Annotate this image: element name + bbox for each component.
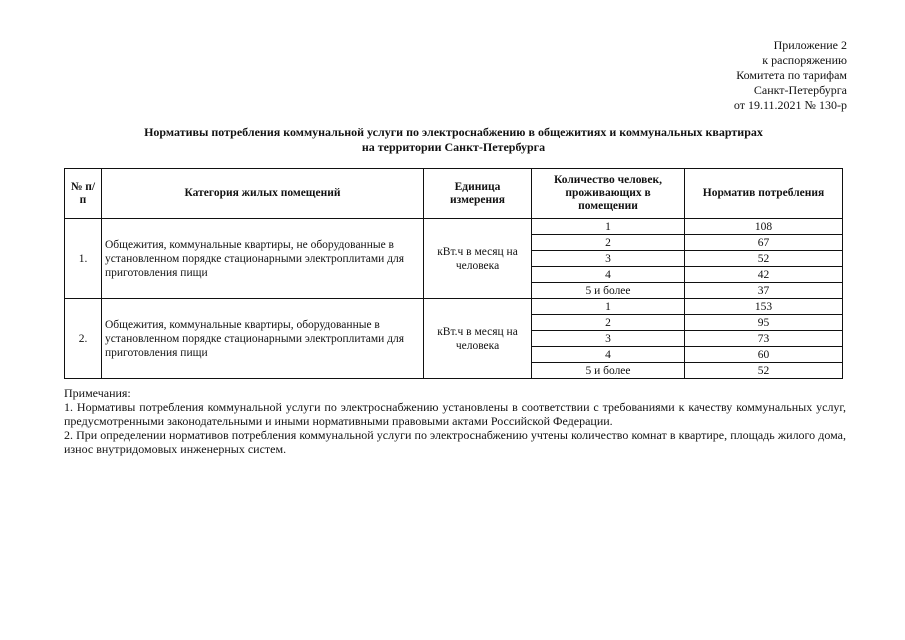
persons-count: 2 <box>532 235 685 251</box>
appendix-line: Приложение 2 <box>773 38 847 52</box>
appendix-line: Комитета по тарифам <box>736 68 847 82</box>
appendix-line: Санкт-Петербурга <box>753 83 847 97</box>
appendix-line: от 19.11.2021 № 130-р <box>733 98 847 112</box>
group-category: Общежития, коммунальные квартиры, оборудованные в установленном порядке стационарными электроплитами для приготовления пищи <box>102 299 424 379</box>
persons-count: 4 <box>532 267 685 283</box>
persons-count: 1 <box>532 299 685 315</box>
persons-count: 5 и более <box>532 283 685 299</box>
note-item: 1. Нормативы потребления коммунальной услуги по электроснабжению установлены в соответствии с требованиями к качеству коммунальных услуг, предусмотренными законодательными и иными нормативными правовыми актами Российской Федерации. <box>64 400 846 428</box>
norm-value: 73 <box>685 331 843 347</box>
header-unit: Единица измерения <box>424 169 532 219</box>
persons-count: 2 <box>532 315 685 331</box>
norm-value: 52 <box>685 251 843 267</box>
notes-heading: Примечания: <box>64 386 131 400</box>
persons-count: 1 <box>532 219 685 235</box>
norm-value: 95 <box>685 315 843 331</box>
persons-count: 4 <box>532 347 685 363</box>
table-header-row <box>65 169 843 219</box>
table-row <box>65 299 843 315</box>
group-unit: кВт.ч в месяц на человека <box>424 299 532 379</box>
header-category: Категория жилых помещений <box>102 169 424 219</box>
appendix-header <box>647 38 847 113</box>
header-count: Количество человек, проживающих в помещении <box>532 169 685 219</box>
note-item: 2. При определении нормативов потребления коммунальной услуги по электроснабжению учтены количество комнат в квартире, площадь жилого дома, износ внутридомовых инженерных систем. <box>64 428 846 456</box>
title-line-2: на территории Санкт-Петербурга <box>361 140 546 154</box>
persons-count: 3 <box>532 251 685 267</box>
appendix-line: к распоряжению <box>762 53 847 67</box>
notes-section <box>64 386 846 456</box>
norm-value: 67 <box>685 235 843 251</box>
norms-table <box>64 168 843 379</box>
group-number: 1. <box>65 219 102 299</box>
table-row <box>65 219 843 235</box>
persons-count: 5 и более <box>532 363 685 379</box>
header-num: № п/п <box>65 169 102 219</box>
norm-value: 37 <box>685 283 843 299</box>
norm-value: 42 <box>685 267 843 283</box>
persons-count: 3 <box>532 331 685 347</box>
group-number: 2. <box>65 299 102 379</box>
norm-value: 153 <box>685 299 843 315</box>
group-unit: кВт.ч в месяц на человека <box>424 219 532 299</box>
title-line-1: Нормативы потребления коммунальной услуги по электроснабжению в общежитиях и коммунальных квартирах <box>144 125 763 139</box>
norm-value: 108 <box>685 219 843 235</box>
document-title <box>60 125 847 155</box>
group-category: Общежития, коммунальные квартиры, не оборудованные в установленном порядке стационарными электроплитами для приготовления пищи <box>102 219 424 299</box>
norm-value: 52 <box>685 363 843 379</box>
header-norm: Норматив потребления <box>685 169 843 219</box>
norm-value: 60 <box>685 347 843 363</box>
